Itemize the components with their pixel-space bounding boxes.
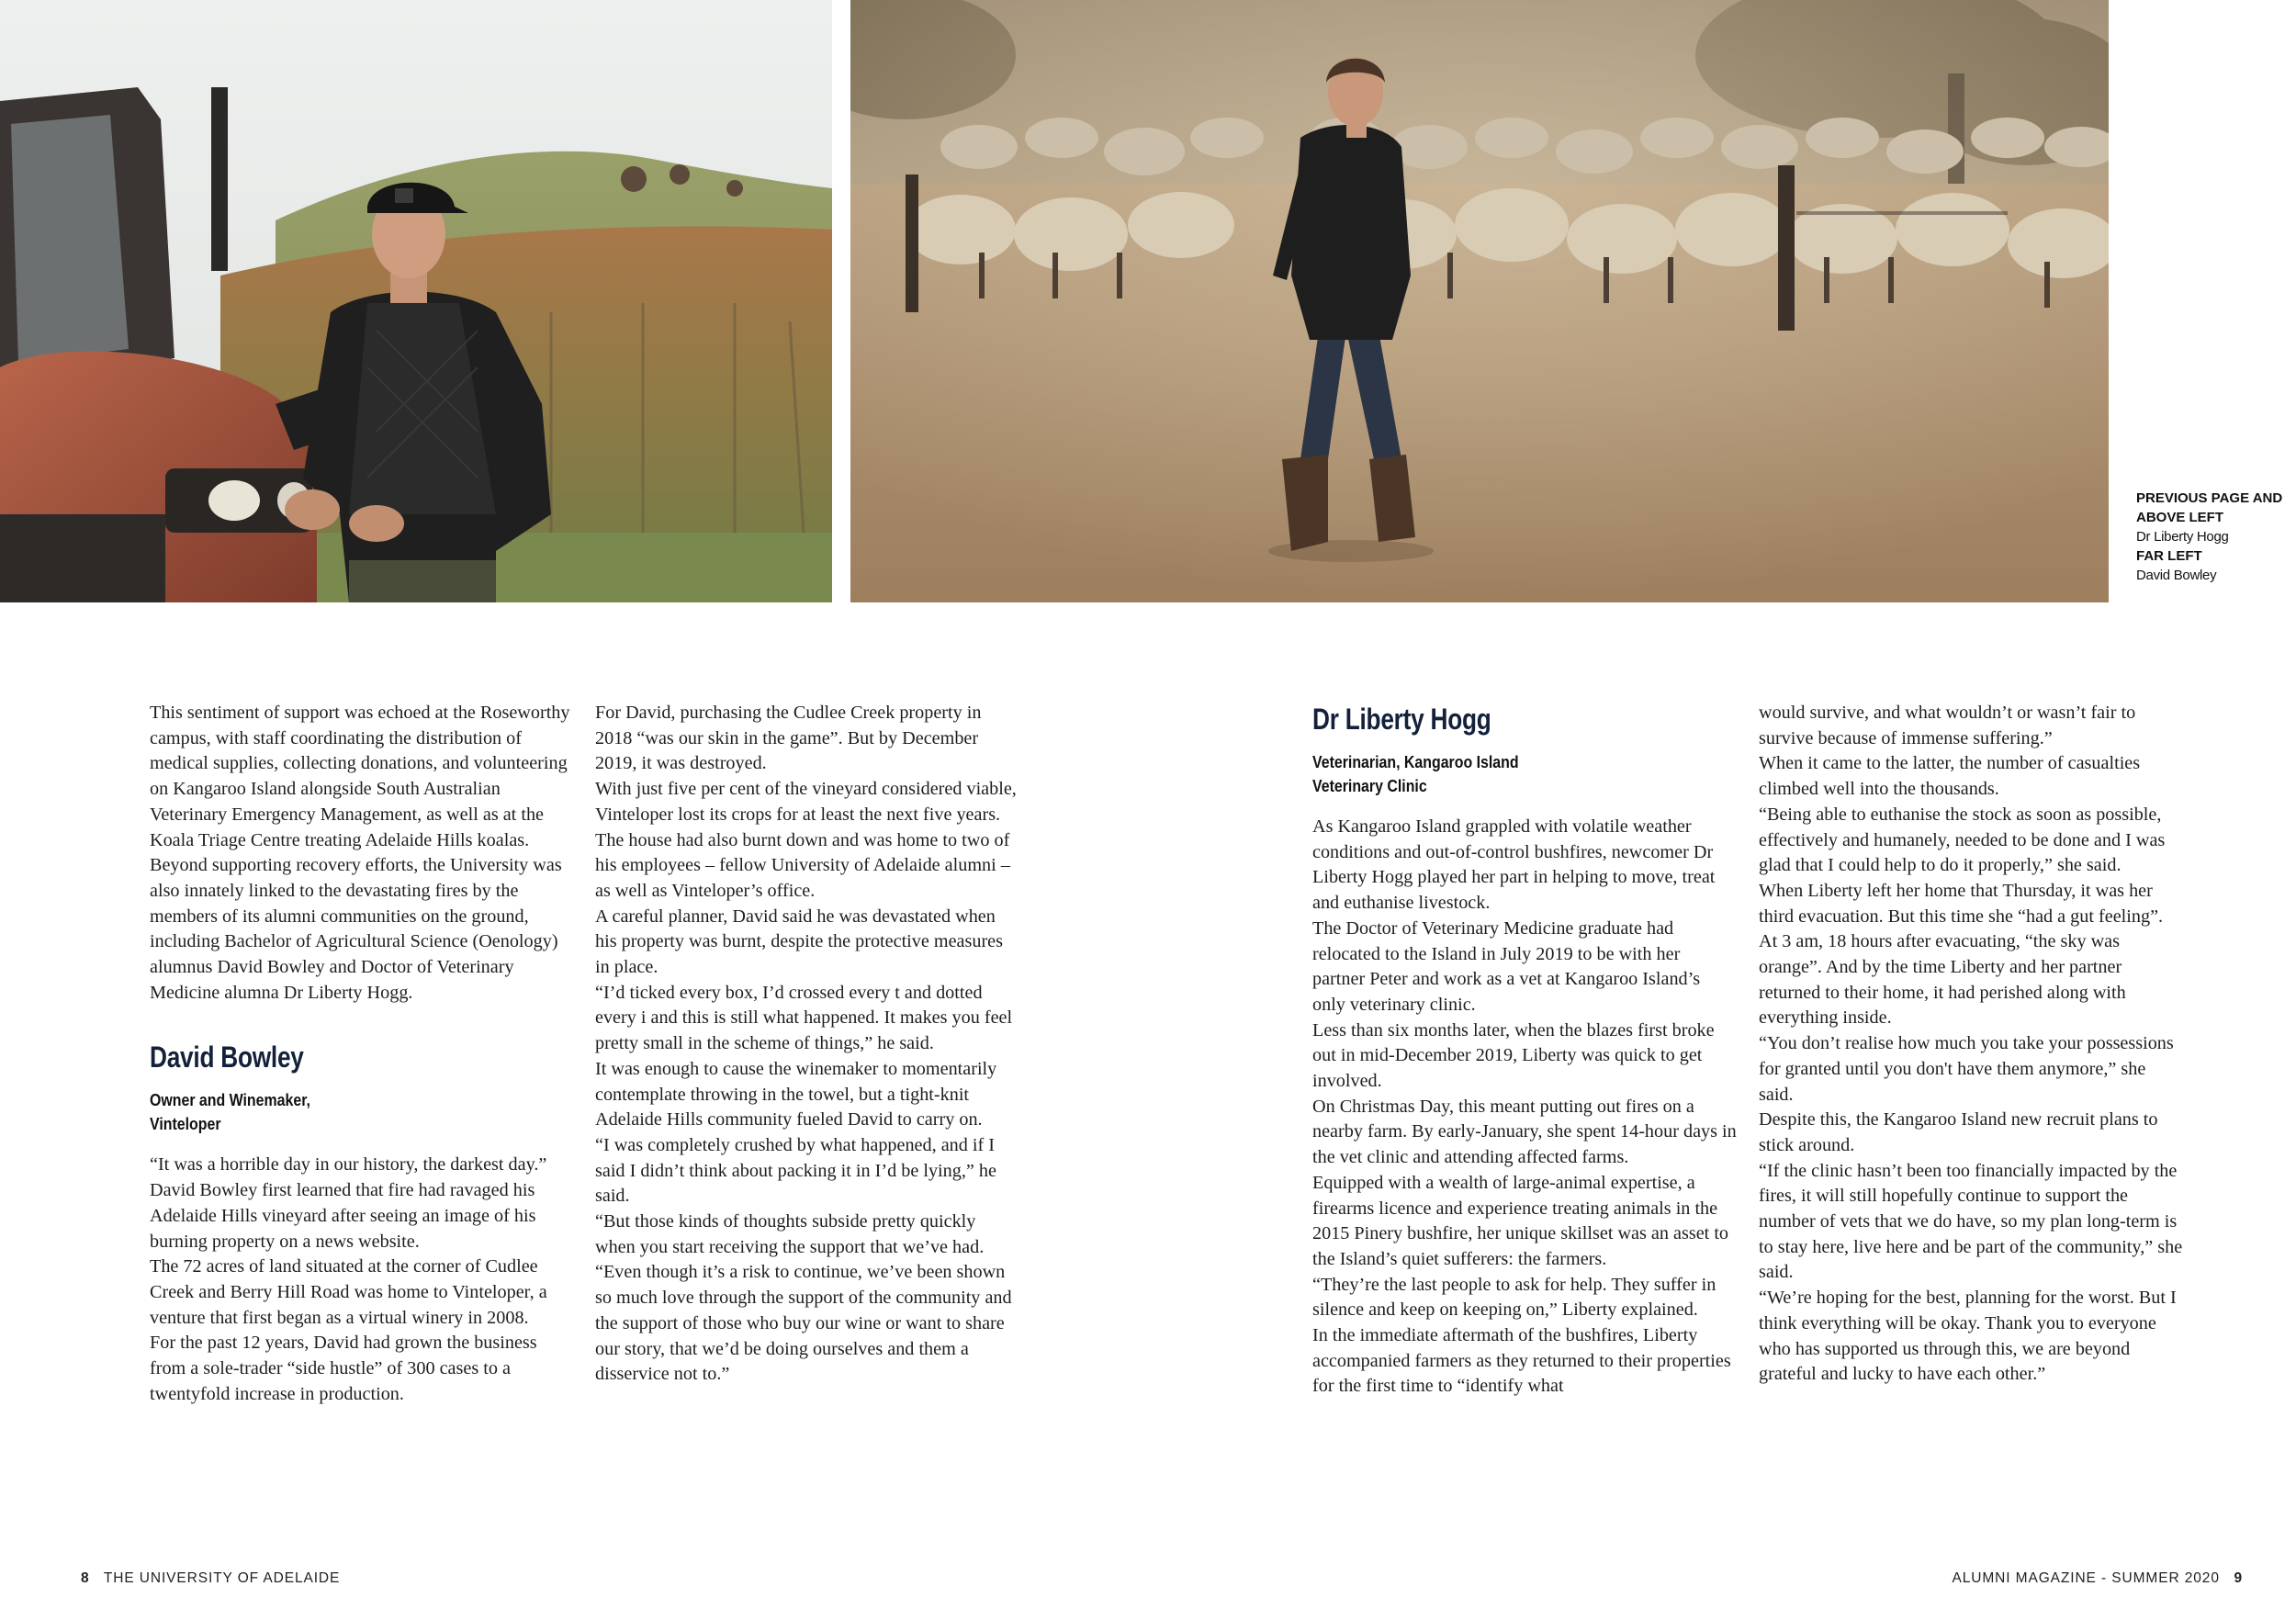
paragraph: In the immediate aftermath of the bushfires, Liberty accompanied farmers as they returned to their properties for the first time to “identify what	[1312, 1325, 1731, 1397]
paragraph: would survive, and what wouldn’t or wasn’t fair to survive because of immense suffering.”	[1759, 703, 2136, 748]
paragraph: “I was completely crushed by what happened, and if I said I didn’t think about packing it in I’d be lying,” he said.	[595, 1134, 996, 1207]
photo-david-bowley	[0, 0, 832, 602]
section-heading-david-bowley: David Bowley	[150, 1041, 304, 1074]
paragraph: “You don’t realise how much you take your possessions for granted until you don't have them anymore,” she said.	[1759, 1033, 2174, 1105]
paragraph: As Kangaroo Island grappled with volatile weather conditions and out-of-control bushfires, newcomer Dr Liberty Hogg played her part in helping to move, treat and euthanise livestock.	[1312, 816, 1716, 914]
role-line: Owner and Winemaker,	[150, 1090, 310, 1110]
footer-publication-right: ALUMNI MAGAZINE - SUMMER 2020	[1952, 1570, 2220, 1586]
paragraph: “If the clinic hasn’t been too financially impacted by the fires, it will still hopefully continue to support the number of vets that we do have, so my plan long-term is to stay here, live here and be part of the community,” she said.	[1759, 1160, 2183, 1283]
paragraph: David Bowley first learned that fire had ravaged his Adelaide Hills vineyard after seeing an image of his burning property on a news website.	[150, 1180, 536, 1252]
paragraph: “We’re hoping for the best, planning for the worst. But I think everything will be okay. Thank you to everyone who has supported us through this, we are beyond grateful and lucky to have each other.”	[1759, 1288, 2177, 1385]
paragraph: “Even though it’s a risk to continue, we’ve been shown so much love through the support of the community and the support of those who buy our wine or want to share our story, that we’d be doing ourselves and them a disservice not to.”	[595, 1262, 1012, 1385]
paragraph: Despite this, the Kangaroo Island new recruit plans to stick around.	[1759, 1109, 2158, 1155]
paragraph: At 3 am, 18 hours after evacuating, “the sky was orange”. And by the time Liberty and her partner returned to their home, it had perished along with everything inside.	[1759, 931, 2126, 1029]
paragraph: It was enough to cause the winemaker to momentarily contemplate throwing in the towel, but a tight-knit Adelaide Hills community fueled David to carry on.	[595, 1058, 997, 1131]
paragraph: “It was a horrible day in our history, the darkest day.”	[150, 1154, 547, 1176]
caption-heading-1: PREVIOUS PAGE AND ABOVE LEFT	[2136, 490, 2283, 525]
paragraph: For David, purchasing the Cudlee Creek property in 2018 “was our skin in the game”. But by December 2019, it was destroyed.	[595, 703, 982, 774]
text-column-3	[1312, 701, 1737, 1400]
section-heading-liberty-hogg: Dr Liberty Hogg	[1312, 703, 1491, 736]
role-line: Veterinarian, Kangaroo Island	[1312, 752, 1519, 771]
footer-left	[81, 1570, 340, 1587]
text-column-4	[1759, 701, 2183, 1388]
text-column-1	[150, 701, 574, 1407]
text-column-2	[595, 701, 1019, 1388]
paragraph: On Christmas Day, this meant putting out fires on a nearby farm. By early-January, she spent 14-hour days in the vet clinic and attending affected farms.	[1312, 1096, 1737, 1168]
photo-liberty-hogg	[850, 0, 2109, 602]
paragraph: Less than six months later, when the blazes first broke out in mid-December 2019, Liberty was quick to get involved.	[1312, 1019, 1715, 1092]
page-number-left: 8	[81, 1570, 90, 1586]
caption-name-2: David Bowley	[2136, 568, 2217, 583]
paragraph: The Doctor of Veterinary Medicine graduate had relocated to the Island in July 2019 to be with her partner Peter and work as a vet at Kangaroo Island’s only veterinary clinic.	[1312, 917, 1701, 1015]
footer-publication-left: THE UNIVERSITY OF ADELAIDE	[103, 1570, 341, 1586]
paragraph: “They’re the last people to ask for help. They suffer in silence and keep on keeping on,” Liberty explained.	[1312, 1274, 1716, 1321]
role-line: Vinteloper	[150, 1114, 221, 1134]
caption-heading-2: FAR LEFT	[2136, 548, 2202, 564]
page-number-right: 9	[2234, 1570, 2243, 1586]
paragraph: “But those kinds of thoughts subside pretty quickly when you start receiving the support that we’ve had.	[595, 1211, 985, 1257]
paragraph: “Being able to euthanise the stock as soon as possible, effectively and humanely, needed to be done and I was glad that I could help to do it properly,” she said.	[1759, 804, 2166, 876]
paragraph: When Liberty left her home that Thursday, it was her third evacuation. But this time she “had a gut feeling”.	[1759, 880, 2164, 927]
paragraph: When it came to the latter, the number of casualties climbed well into the thousands.	[1759, 753, 2141, 800]
paragraph: “I’d ticked every box, I’d crossed every t and dotted every i and this is still what happened. It makes you feel pretty small in the scheme of things,” he said.	[595, 982, 1013, 1054]
photo-caption	[2136, 489, 2283, 585]
paragraph: Equipped with a wealth of large-animal expertise, a firearms licence and experience treating animals in the 2015 Pinery bushfire, her unique skillset was an asset to the Island’s quiet sufferers: the farmers.	[1312, 1172, 1729, 1269]
paragraph: With just five per cent of the vineyard considered viable, Vinteloper lost its crops for at least the next five years. The house had also burnt down and was home to two of his employees – fellow University of Adelaide alumni – as well as Vinteloper’s office.	[595, 779, 1017, 901]
footer-right	[1952, 1570, 2243, 1587]
role-line: Veterinary Clinic	[1312, 776, 1427, 795]
paragraph: Beyond supporting recovery efforts, the University was also innately linked to the devastating fires by the members of its alumni communities on the ground, including Bachelor of Agricultural Science (Oenology) alumnus David Bowley and Doctor of Veterinary Medicine alumna Dr Liberty Hogg.	[150, 855, 562, 1003]
paragraph: The 72 acres of land situated at the corner of Cudlee Creek and Berry Hill Road was home to Vinteloper, a venture that first began as a virtual winery in 2008.	[150, 1256, 547, 1328]
paragraph: For the past 12 years, David had grown the business from a sole-trader “side hustle” of 300 cases to a twentyfold increase in production.	[150, 1333, 537, 1404]
paragraph: This sentiment of support was echoed at the Roseworthy campus, with staff coordinating the distribution of medical supplies, collecting donations, and volunteering on Kangaroo Island alongside South Australian Veterinary Emergency Management, as well as at the Koala Triage Centre treating Adelaide Hills koalas.	[150, 703, 570, 850]
caption-name-1: Dr Liberty Hogg	[2136, 529, 2229, 545]
paragraph: A careful planner, David said he was devastated when his property was burnt, despite the protective measures in place.	[595, 906, 1003, 978]
